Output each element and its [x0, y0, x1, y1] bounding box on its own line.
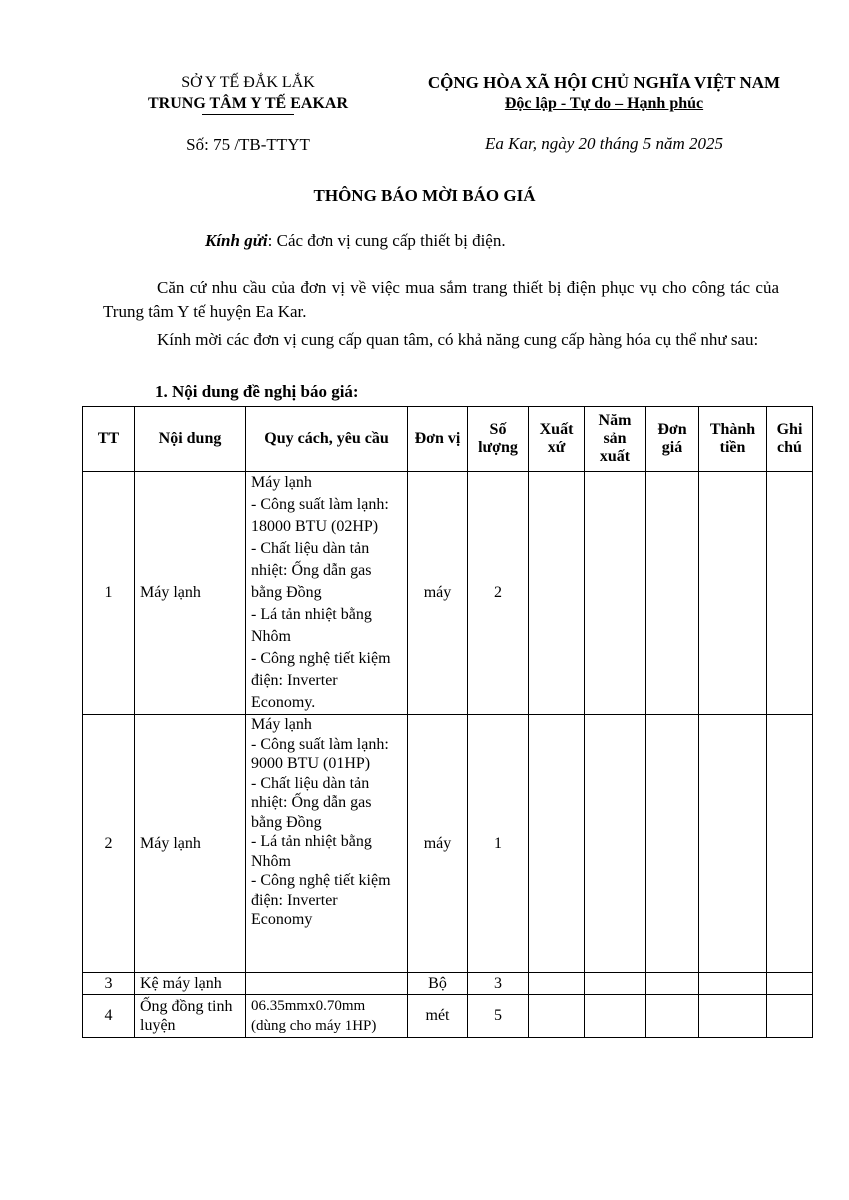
spec-line: - Chất liệu dàn tản nhiệt: Ống dẫn gas bằng Đồng — [251, 540, 372, 601]
org-name — [88, 93, 408, 114]
row-qty: 5 — [468, 995, 529, 1038]
row-tt: 2 — [83, 715, 135, 973]
row-tt: 4 — [83, 995, 135, 1038]
row-origin — [529, 472, 585, 715]
row-year — [585, 995, 646, 1038]
row-name: Kệ máy lạnh — [135, 973, 246, 995]
spec-line: - Lá tản nhiệt bằng Nhôm — [251, 833, 372, 870]
paragraph-basis: Căn cứ nhu cầu của đơn vị về việc mua sắm trang thiết bị điện phục vụ cho công tác của Trung tâm Y tế huyện Ea Kar. — [103, 278, 779, 321]
spec-line: - Công suất làm lạnh: 9000 BTU (01HP) — [251, 735, 389, 772]
org-underline — [202, 114, 294, 115]
motto: Độc lập - Tự do – Hạnh phúc — [504, 95, 704, 112]
spec-line: - Chất liệu dàn tản nhiệt: Ống dẫn gas bằng Đồng — [251, 774, 372, 831]
row-note — [767, 472, 813, 715]
spec-line: - Công nghệ tiết kiệm điện: Inverter Economy. — [251, 650, 391, 711]
col-header-year: Năm sản xuất — [585, 407, 646, 472]
col-header-total: Thành tiền — [699, 407, 767, 472]
row-total — [699, 472, 767, 715]
row-spec — [246, 472, 408, 715]
row-qty: 3 — [468, 973, 529, 995]
paragraph-invitation: Kính mời các đơn vị cung cấp quan tâm, có khả năng cung cấp hàng hóa cụ thể như sau: — [157, 330, 759, 349]
row-name: Máy lạnh — [135, 715, 246, 973]
header-left — [88, 72, 408, 114]
place-date: Ea Kar, ngày 20 tháng 5 năm 2025 — [485, 134, 723, 153]
row-year — [585, 973, 646, 995]
org-name-text: TRUNG TÂM Y TẾ EAKAR — [147, 95, 349, 112]
col-header-origin: Xuất xứ — [529, 407, 585, 472]
col-header-spec: Quy cách, yêu cầu — [246, 407, 408, 472]
row-unit: máy — [408, 715, 468, 973]
row-price — [646, 973, 699, 995]
row-spec — [246, 715, 408, 973]
row-note — [767, 995, 813, 1038]
row-total — [699, 995, 767, 1038]
col-header-unit: Đơn vị — [408, 407, 468, 472]
country-name: CỘNG HÒA XÃ HỘI CHỦ NGHĨA VIỆT NAM — [427, 73, 781, 92]
col-header-price: Đơn giá — [646, 407, 699, 472]
header-right — [400, 72, 808, 114]
spec-line: Máy lạnh — [251, 716, 312, 733]
col-header-qty: Số lượng — [468, 407, 529, 472]
table-row — [83, 472, 813, 715]
spec-line: - Công nghệ tiết kiệm điện: Inverter Economy — [251, 872, 391, 928]
row-qty: 2 — [468, 472, 529, 715]
row-price — [646, 472, 699, 715]
row-unit: mét — [408, 995, 468, 1038]
row-tt: 1 — [83, 472, 135, 715]
row-origin — [529, 995, 585, 1038]
col-header-content: Nội dung — [135, 407, 246, 472]
row-origin — [529, 973, 585, 995]
row-name: Ống đồng tinh luyện — [135, 995, 246, 1038]
row-unit: máy — [408, 472, 468, 715]
quotation-table — [82, 406, 813, 1038]
row-name: Máy lạnh — [135, 472, 246, 715]
spec-line: - Công suất làm lạnh: 18000 BTU (02HP) — [251, 496, 389, 535]
row-year — [585, 472, 646, 715]
row-qty: 1 — [468, 715, 529, 973]
row-note — [767, 715, 813, 973]
table-header-row — [83, 407, 813, 472]
row-year — [585, 715, 646, 973]
row-price — [646, 715, 699, 973]
doc-number: Số: 75 /TB-TTYT — [186, 135, 310, 154]
recipient — [205, 231, 506, 251]
table-row — [83, 973, 813, 995]
row-price — [646, 995, 699, 1038]
row-total — [699, 973, 767, 995]
spec-line: Máy lạnh — [251, 474, 312, 491]
row-unit: Bộ — [408, 973, 468, 995]
row-note — [767, 973, 813, 995]
row-spec: 06.35mmx0.70mm (dùng cho máy 1HP) — [246, 995, 408, 1038]
col-header-tt: TT — [83, 407, 135, 472]
spec-line: - Lá tản nhiệt bằng Nhôm — [251, 606, 372, 645]
document-title: THÔNG BÁO MỜI BÁO GIÁ — [313, 186, 536, 205]
section-title: 1. Nội dung đề nghị báo giá: — [155, 382, 359, 401]
table-row — [83, 995, 813, 1038]
row-tt: 3 — [83, 973, 135, 995]
row-total — [699, 715, 767, 973]
org-parent: SỞ Y TẾ ĐẮK LẮK — [181, 74, 315, 91]
row-spec — [246, 973, 408, 995]
col-header-note: Ghi chú — [767, 407, 813, 472]
recipient-label: Kính gửi — [205, 231, 268, 250]
row-origin — [529, 715, 585, 973]
recipient-text: : Các đơn vị cung cấp thiết bị điện. — [267, 231, 506, 250]
table-row — [83, 715, 813, 973]
